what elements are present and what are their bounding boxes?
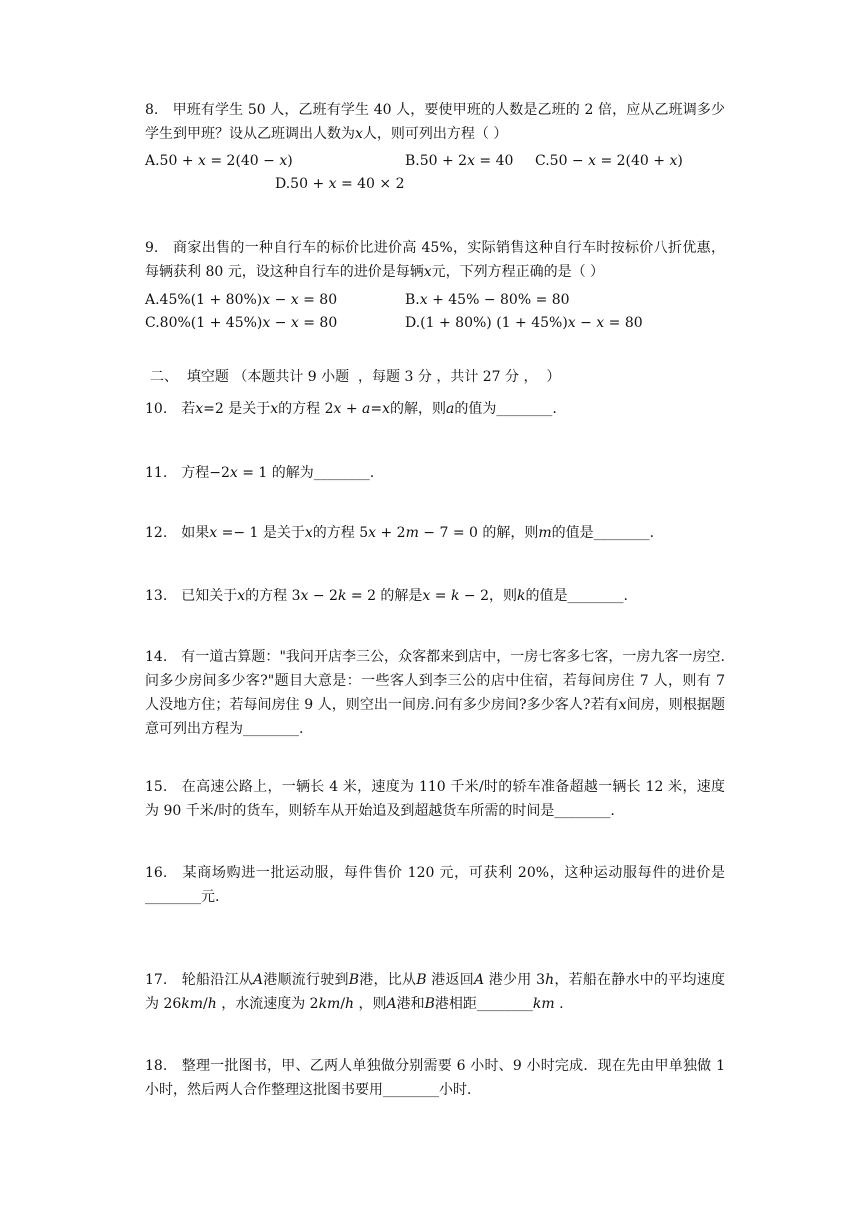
question-15: 15. 在高速公路上，一辆长 4 米，速度为 110 千米/时的轿车准备超越一辆长 12 米，速度为 90 千米/时的货车，则轿车从开始追及到超越货车所需的时间是________. xyxy=(145,779,725,819)
question-17: 17. 轮船沿江从𝐴港顺流行驶到𝐵港，比从𝐵 港返回𝐴 港少用 3ℎ，若船在静水中的平均速度为 26𝑘𝑚/ℎ ，水流速度为 2𝑘𝑚/ℎ ，则𝐴港和𝐵港相距________𝑘𝑚 . xyxy=(145,972,725,1012)
question-8-stem: 8. 甲班有学生 50 人，乙班有学生 40 人，要使甲班的人数是乙班的 2 倍，应从乙班调多少学生到甲班？设从乙班调出人数为𝑥人，则可列出方程（ ） xyxy=(145,102,725,142)
q9-option-c: C.80%(1 + 45%)𝑥 − 𝑥 = 80 xyxy=(145,315,338,331)
q9-option-b: B.𝑥 + 45% − 80% = 80 xyxy=(405,292,570,308)
q9-option-a: A.45%(1 + 80%)𝑥 − 𝑥 = 80 xyxy=(145,292,338,308)
question-10: 10. 若𝑥=2 是关于𝑥的方程 2𝑥 + 𝑎=𝑥的解，则𝑎的值为________. xyxy=(145,401,557,417)
question-13: 13. 已知关于𝑥的方程 3𝑥 − 2𝑘 = 2 的解是𝑥 = 𝑘 − 2，则𝑘的值是________. xyxy=(145,588,628,604)
question-14: 14. 有一道古算题："我问开店李三公，众客都来到店中，一房七客多七客，一房九客一房空.问多少房间多少客?"题目大意是：一些客人到李三公的店中住宿，若每间房住 7 人，则有 7 人没地方住；若每间房住 9 人，则空出一间房.问有多少房间?多少客人?若有𝑥间房，则根据题意可列出方程为________. xyxy=(145,649,725,737)
q9-option-d: D.(1 + 80%) (1 + 45%)𝑥 − 𝑥 = 80 xyxy=(405,315,643,331)
question-9-stem: 9. 商家出售的一种自行车的标价比进价高 45%，实际销售这种自行车时按标价八折优惠，每辆获利 80 元，设这种自行车的进价是每辆𝑥元，下列方程正确的是（ ） xyxy=(145,240,725,280)
question-16: 16. 某商场购进一批运动服，每件售价 120 元，可获利 20%，这种运动服每件的进价是________元. xyxy=(145,865,725,905)
q8-option-b: B.50 + 2𝑥 = 40 xyxy=(405,153,514,169)
q8-option-c: C.50 − 𝑥 = 2(40 + 𝑥) xyxy=(535,153,683,169)
q8-option-d: D.50 + 𝑥 = 40 × 2 xyxy=(275,176,405,192)
question-18: 18. 整理一批图书，甲、乙两人单独做分别需要 6 小时、9 小时完成．现在先由甲单独做 1 小时，然后两人合作整理这批图书要用________小时． xyxy=(145,1058,725,1098)
question-11: 11. 方程−2𝑥 = 1 的解为________. xyxy=(145,465,375,481)
question-12: 12. 如果𝑥 =− 1 是关于𝑥的方程 5𝑥 + 2𝑚 − 7 = 0 的解，则𝑚的值是________. xyxy=(145,525,655,541)
section-heading-fill-in: 二、 填空题 （本题共计 9 小题 ，每题 3 分 ，共计 27 分 ， ） xyxy=(150,369,561,385)
q8-option-a: A.50 + 𝑥 = 2(40 − 𝑥) xyxy=(145,153,293,169)
